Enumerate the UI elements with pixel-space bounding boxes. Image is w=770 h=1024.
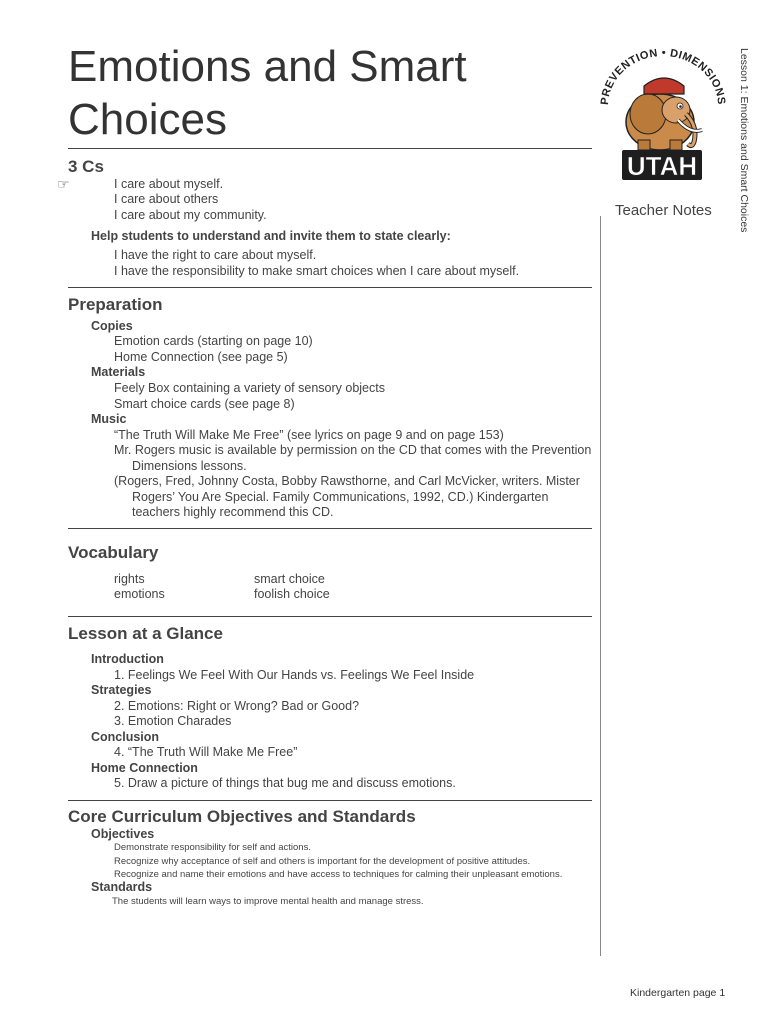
materials-item: Feely Box containing a variety of sensory objects (114, 381, 385, 395)
music-item: (Rogers, Fred, Johnny Costa, Bobby Rawsthorne, and Carl McVicker, writers. Mister (114, 474, 580, 488)
lesson-step: 2. Emotions: Right or Wrong? Bad or Good? (114, 699, 360, 713)
side-lesson-label: Lesson 1: Emotions and Smart Choices (738, 48, 750, 233)
page-footer: Kindergarten page 1 (630, 987, 726, 999)
section-divider (68, 616, 592, 617)
lesson-step: 1. Feelings We Feel With Our Hands vs. Feelings We Feel Inside (114, 668, 475, 682)
section-heading-3cs: 3 Cs (68, 157, 104, 176)
copies-item: Emotion cards (starting on page 10) (114, 334, 313, 348)
section-heading-preparation: Preparation (68, 295, 163, 314)
objectives-label: Objectives (91, 827, 155, 841)
music-item: Rogers’ You Are Special. Family Communications, 1992, CD.) Kindergarten (132, 490, 549, 504)
copies-item: Home Connection (see page 5) (114, 350, 288, 364)
vocabulary-word: smart choice (254, 572, 325, 586)
home-connection-label: Home Connection (91, 761, 198, 775)
lesson-step: 4. “The Truth Will Make Me Free” (114, 745, 298, 759)
music-item: Dimensions lessons. (132, 459, 247, 473)
copies-label: Copies (91, 319, 133, 333)
three-cs-item: I care about others (114, 192, 219, 206)
music-label: Music (91, 412, 127, 426)
vocabulary-word: rights (114, 572, 145, 586)
section-heading-lesson-glance: Lesson at a Glance (68, 624, 223, 643)
section-divider (68, 528, 592, 529)
objective-item: Recognize and name their emotions and have access to techniques for calming their unpleasant emotions. (114, 869, 563, 880)
teacher-notes-divider (600, 216, 601, 956)
section-divider (68, 800, 592, 801)
music-item: “The Truth Will Make Me Free” (see lyrics on page 9 and on page 153) (114, 428, 504, 442)
lesson-step: 3. Emotion Charades (114, 714, 232, 728)
help-students-instruction: Help students to understand and invite them to state clearly: (91, 229, 451, 243)
music-item: Mr. Rogers music is available by permission on the CD that comes with the Prevention (114, 443, 592, 457)
title-divider (68, 148, 592, 149)
lesson-step: 5. Draw a picture of things that bug me and discuss emotions. (114, 776, 456, 790)
music-item: teachers highly recommend this CD. (132, 505, 334, 519)
prevention-dimensions-logo (598, 44, 728, 184)
title-line-1: Emotions and Smart (68, 42, 467, 91)
three-cs-statement: I have the right to care about myself. (114, 248, 317, 262)
pointing-hand-icon: ☞ (57, 176, 70, 192)
standard-item: The students will learn ways to improve mental health and manage stress. (112, 896, 424, 907)
section-heading-vocabulary: Vocabulary (68, 543, 159, 562)
objective-item: Recognize why acceptance of self and others is important for the development of positive attitudes. (114, 856, 531, 867)
materials-label: Materials (91, 365, 146, 379)
three-cs-item: I care about my community. (114, 208, 267, 222)
section-divider (68, 287, 592, 288)
standards-label: Standards (91, 880, 153, 894)
title-line-2: Choices (68, 95, 227, 144)
logo-arc-text: PREVENTION • DIMENSIONS (598, 46, 728, 106)
mammoth-logo-graphic (598, 44, 728, 184)
section-heading-core-curriculum: Core Curriculum Objectives and Standards (68, 807, 416, 826)
materials-item: Smart choice cards (see page 8) (114, 397, 295, 411)
strategies-label: Strategies (91, 683, 152, 697)
vocabulary-word: emotions (114, 587, 165, 601)
introduction-label: Introduction (91, 652, 164, 666)
logo-state-text: UTAH (626, 151, 698, 181)
page-title (68, 40, 588, 146)
objective-item: Demonstrate responsibility for self and actions. (114, 842, 311, 853)
three-cs-statement: I have the responsibility to make smart choices when I care about myself. (114, 264, 520, 278)
conclusion-label: Conclusion (91, 730, 160, 744)
vocabulary-word: foolish choice (254, 587, 330, 601)
three-cs-item: I care about myself. (114, 177, 224, 191)
teacher-notes-heading: Teacher Notes (615, 202, 712, 219)
